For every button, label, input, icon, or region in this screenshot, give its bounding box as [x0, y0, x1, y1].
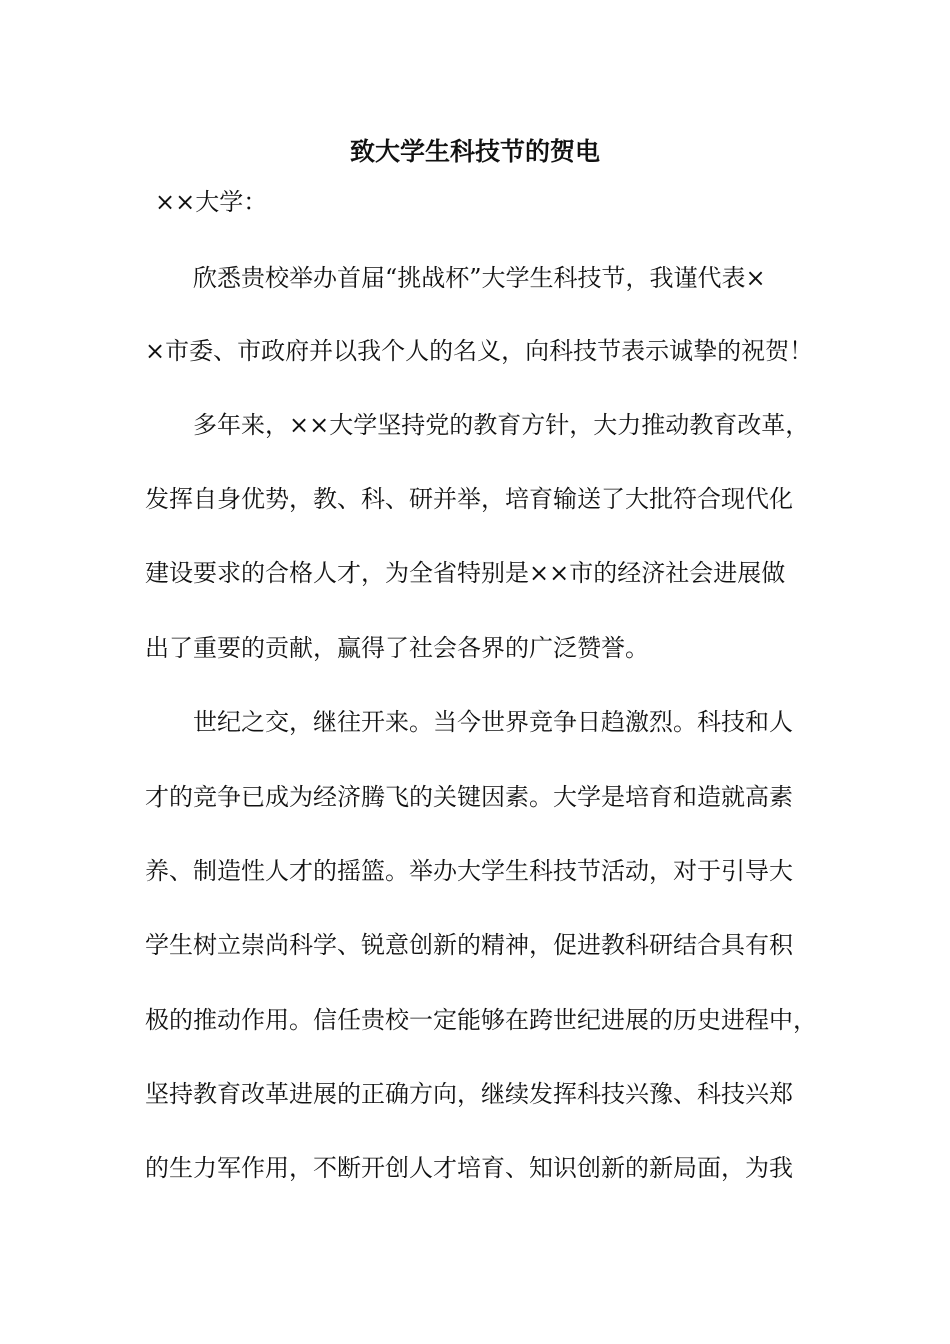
- paragraph-line: 出了重要的贡献，赢得了社会各界的广泛赞誉。: [145, 634, 649, 662]
- paragraph-line: 多年来，××大学坚持党的教育方针，大力推动教育改革，: [193, 411, 810, 439]
- paragraph-line: 欣悉贵校举办首届“挑战杯”大学生科技节，我谨代表×: [193, 264, 766, 292]
- document-title: 致大学生科技节的贺电: [349, 137, 600, 166]
- salutation: ××大学：: [155, 188, 268, 216]
- paragraph-line: 的生力军作用，不断开创人才培育、知识创新的新局面，为我: [145, 1154, 793, 1182]
- paragraph-line: ×市委、市政府并以我个人的名义，向科技节表示诚挚的祝贺！: [145, 337, 814, 365]
- paragraph-line: 才的竞争已成为经济腾飞的关键因素。大学是培育和造就高素: [145, 783, 793, 811]
- paragraph-line: 极的推动作用。信任贵校一定能够在跨世纪进展的历史进程中，: [145, 1006, 817, 1034]
- paragraph-line: 建设要求的合格人才，为全省特别是××市的经济社会进展做: [145, 559, 786, 587]
- paragraph-line: 养、制造性人才的摇篮。举办大学生科技节活动，对于引导大: [145, 857, 793, 885]
- paragraph-line: 坚持教育改革进展的正确方向，继续发挥科技兴豫、科技兴郑: [145, 1080, 793, 1108]
- paragraph-line: 世纪之交，继往开来。当今世界竞争日趋激烈。科技和人: [193, 708, 793, 736]
- paragraph-line: 学生树立崇尚科学、锐意创新的精神，促进教科研结合具有积: [145, 931, 793, 959]
- paragraph-line: 发挥自身优势，教、科、研并举，培育输送了大批符合现代化: [145, 485, 793, 513]
